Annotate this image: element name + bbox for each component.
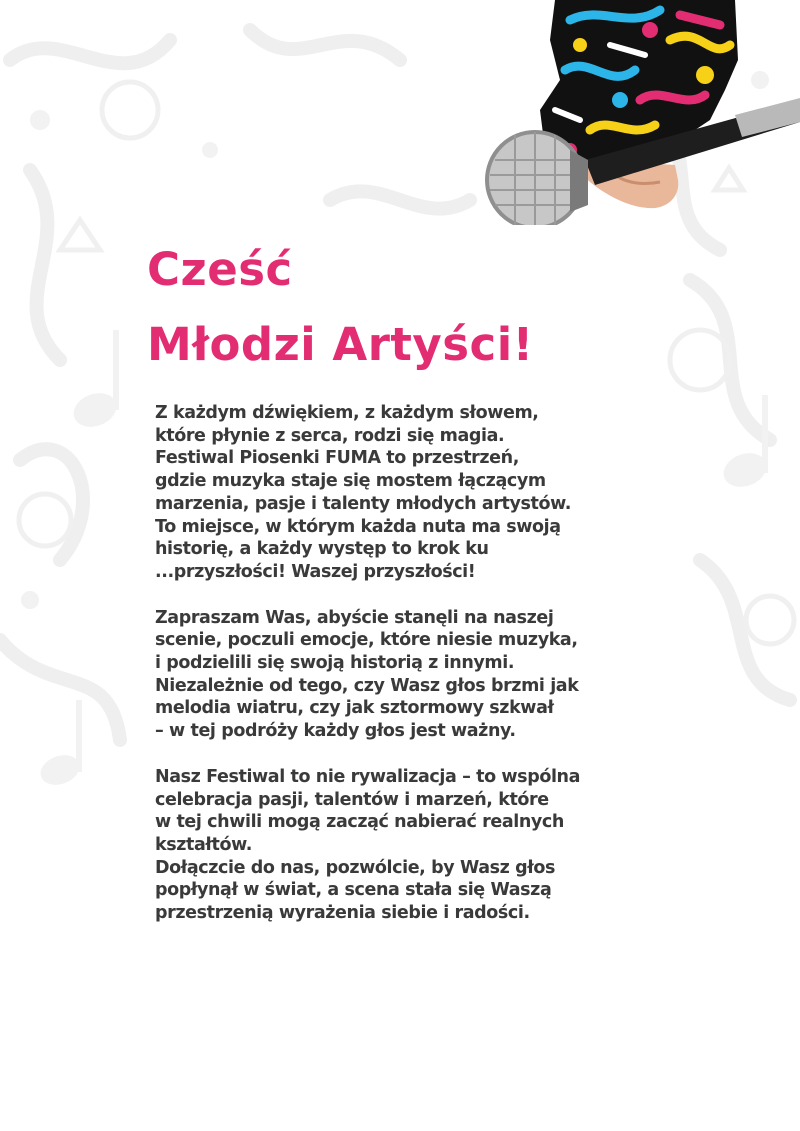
- text-line: Z każdym dźwiękiem, z każdym słowem,: [155, 403, 539, 423]
- paragraph-2: [155, 607, 675, 743]
- text-line: ...przyszłości! Waszej przyszłości!: [155, 561, 476, 582]
- paragraph-3: [155, 766, 675, 925]
- title-line-2: Młodzi Artyści!: [147, 318, 534, 371]
- text-line: przestrzenią wyrażenia siebie i radości.: [155, 903, 530, 924]
- text-line: które płynie z serca, rodzi się magia.: [155, 425, 505, 446]
- text-line: historię, a każdy występ to krok ku: [155, 539, 489, 560]
- text-line: melodia wiatru, czy jak sztormowy szkwał: [155, 698, 554, 719]
- text-line: kształtów.: [155, 834, 252, 855]
- text-line: Zapraszam Was, abyście stanęli na naszej: [155, 607, 554, 628]
- letter-body: [155, 402, 675, 948]
- text-line: w tej chwili mogą zacząć nabierać realnych: [155, 812, 564, 833]
- title-line-1: Cześć: [147, 243, 293, 296]
- text-line: Festiwal Piosenki FUMA to przestrzeń,: [155, 448, 519, 469]
- text-line: celebracja pasji, talentów i marzeń, które: [155, 789, 549, 810]
- text-line: marzenia, pasje i talenty młodych artystów.: [155, 493, 572, 514]
- text-line: – w tej podróży każdy głos jest ważny.: [155, 721, 516, 742]
- microphone-hand-icon: [470, 0, 800, 225]
- text-line: Dołączcie do nas, pozwólcie, by Wasz głos: [155, 857, 555, 878]
- text-line: To miejsce, w którym każda nuta ma swoją: [155, 516, 561, 537]
- text-line: Niezależnie od tego, czy Wasz głos brzmi jak: [155, 675, 579, 696]
- text-line: Nasz Festiwal to nie rywalizacja – to wspólna: [155, 766, 581, 787]
- text-line: popłynął w świat, a scena stała się Waszą: [155, 880, 552, 901]
- page-title: [147, 232, 534, 382]
- text-line: gdzie muzyka staje się mostem łączącym: [155, 471, 546, 492]
- paragraph-1: [155, 402, 675, 584]
- text-line: i podzielili się swoją historią z innymi.: [155, 653, 515, 674]
- text-line: scenie, poczuli emocje, które niesie muzyka,: [155, 630, 578, 651]
